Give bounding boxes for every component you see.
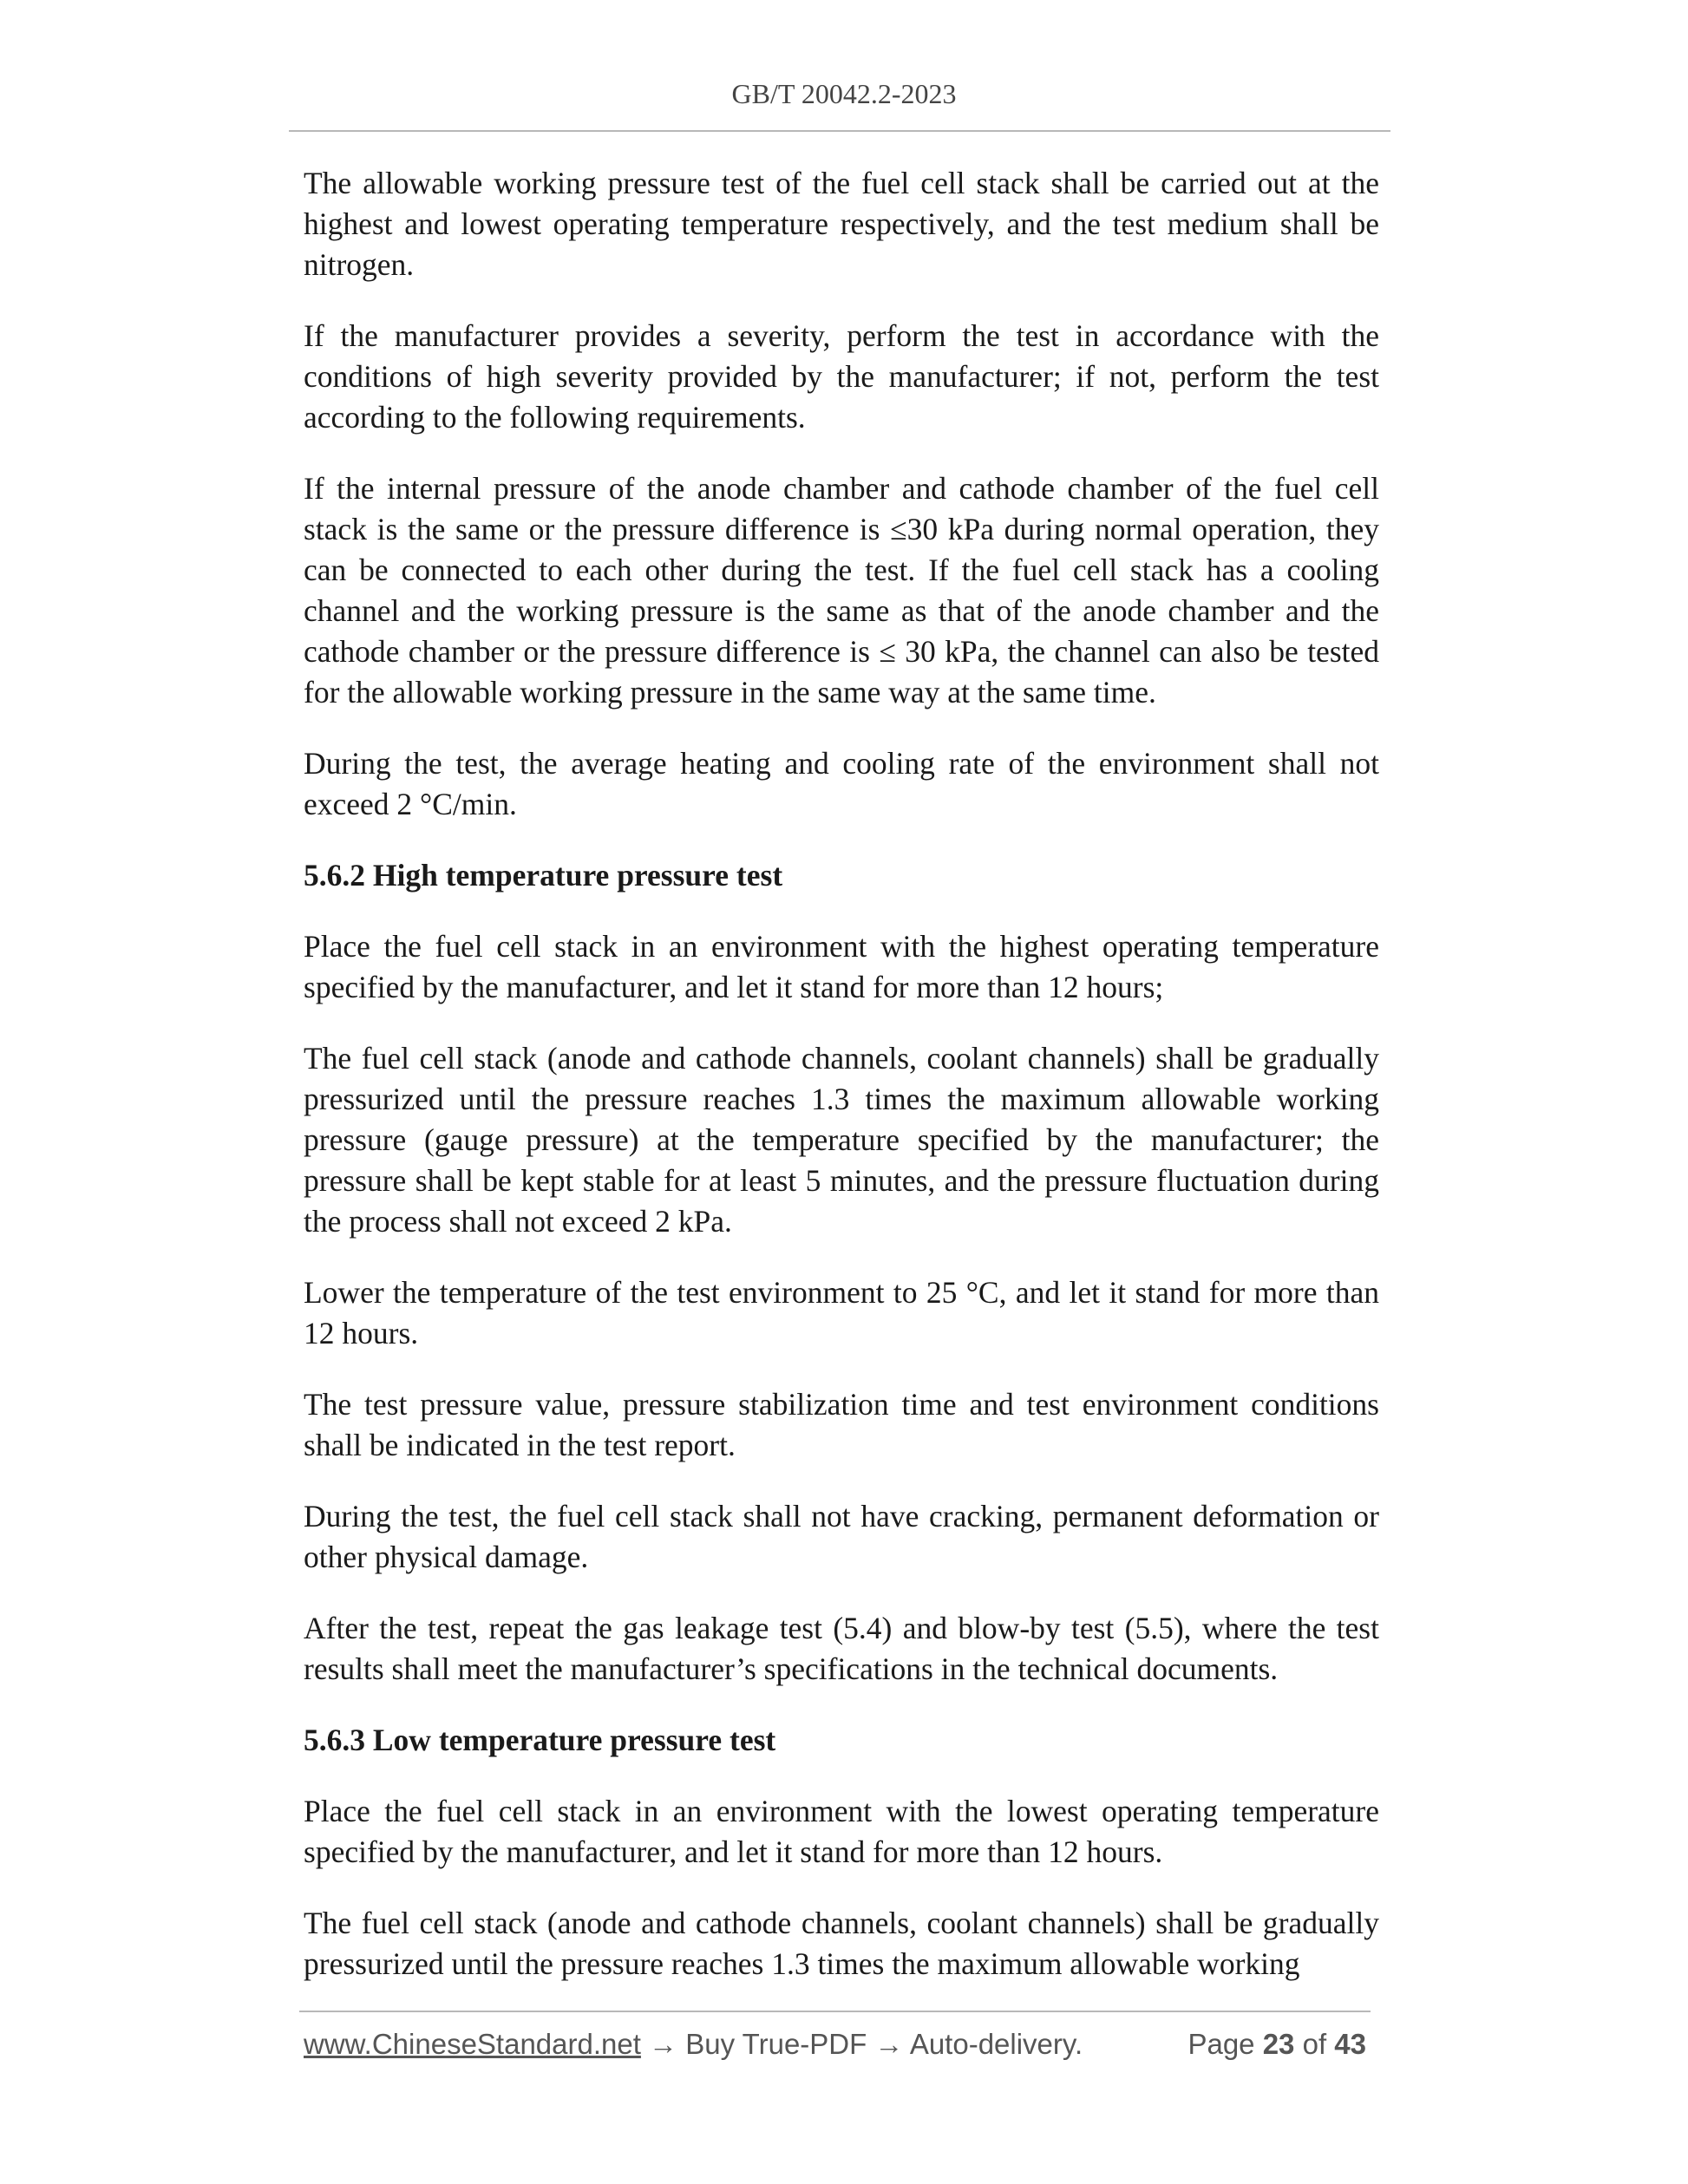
paragraph-low-temp-placement: Place the fuel cell stack in an environment with the lowest operating temperature specified by the manufacturer, and let it stand for more than 12 hours. xyxy=(304,1794,1379,1869)
page-of: of xyxy=(1294,2028,1335,2060)
page-footer xyxy=(304,2028,1366,2071)
footer-promo-text: → Buy True-PDF → Auto-delivery. xyxy=(640,2028,1083,2060)
section-heading-5-6-2: 5.6.2 High temperature pressure test xyxy=(304,858,783,893)
paragraph-heating-rate: During the test, the average heating and cooling rate of the environment shall not exceed 2 °C/min. xyxy=(304,746,1379,821)
page-current: 23 xyxy=(1262,2028,1295,2060)
section-heading-5-6-3: 5.6.3 Low temperature pressure test xyxy=(304,1723,776,1757)
footer-divider xyxy=(299,2011,1371,2012)
paragraph-low-temp-pressurize: The fuel cell stack (anode and cathode channels, coolant channels) shall be gradually pressurized until the pressure reaches 1.3 times the maximum allowable working xyxy=(304,1906,1379,1981)
paragraph-repeat-tests: After the test, repeat the gas leakage test (5.4) and blow-by test (5.5), where the test results shall meet the manufacturer’s specifications in the technical documents. xyxy=(304,1611,1379,1686)
paragraph-high-temp-placement: Place the fuel cell stack in an environment with the highest operating temperature specified by the manufacturer, and let it stand for more than 12 hours; xyxy=(304,929,1379,1004)
page-header-standard-id: GB/T 20042.2-2023 xyxy=(731,78,957,109)
site-link[interactable]: www.ChineseStandard.net xyxy=(304,2028,641,2060)
paragraph-severity: If the manufacturer provides a severity, perform the test in accordance with the conditions of high severity provided by the manufacturer; if not, perform the test according to the following requirements. xyxy=(304,318,1379,435)
paragraph-no-damage: During the test, the fuel cell stack shall not have cracking, permanent deformation or other physical damage. xyxy=(304,1499,1379,1574)
paragraph-test-report: The test pressure value, pressure stabilization time and test environment conditions shall be indicated in the test report. xyxy=(304,1387,1379,1462)
paragraph-lower-temperature: Lower the temperature of the test environment to 25 °C, and let it stand for more than 12 hours. xyxy=(304,1275,1379,1350)
paragraph-chamber-pressure: If the internal pressure of the anode chamber and cathode chamber of the fuel cell stack is the same or the pressure difference is ≤30 kPa during normal operation, they can be connected to each other during the test. If the fuel cell stack has a cooling channel and the working pressure is the same as that of the anode chamber and the cathode chamber or the pressure difference is ≤ 30 kPa, the channel can also be tested for the allowable working pressure in the same way at the same time. xyxy=(304,471,1379,709)
page-number xyxy=(1187,2028,1366,2061)
page-label: Page xyxy=(1187,2028,1263,2060)
paragraph-test-medium: The allowable working pressure test of the fuel cell stack shall be carried out at the highest and lowest operating temperature respectively, and the test medium shall be nitrogen. xyxy=(304,166,1379,282)
footer-promo xyxy=(304,2028,1083,2061)
header-divider xyxy=(289,130,1390,132)
document-body xyxy=(304,163,1379,2015)
paragraph-high-temp-pressurize: The fuel cell stack (anode and cathode channels, coolant channels) shall be gradually pressurized until the pressure reaches 1.3 times the maximum allowable working pressure (gauge pressure) at the temperature specified by the manufacturer; the pressure shall be kept stable for at least 5 minutes, and the pressure fluctuation during the process shall not exceed 2 kPa. xyxy=(304,1041,1379,1239)
page-total: 43 xyxy=(1334,2028,1366,2060)
